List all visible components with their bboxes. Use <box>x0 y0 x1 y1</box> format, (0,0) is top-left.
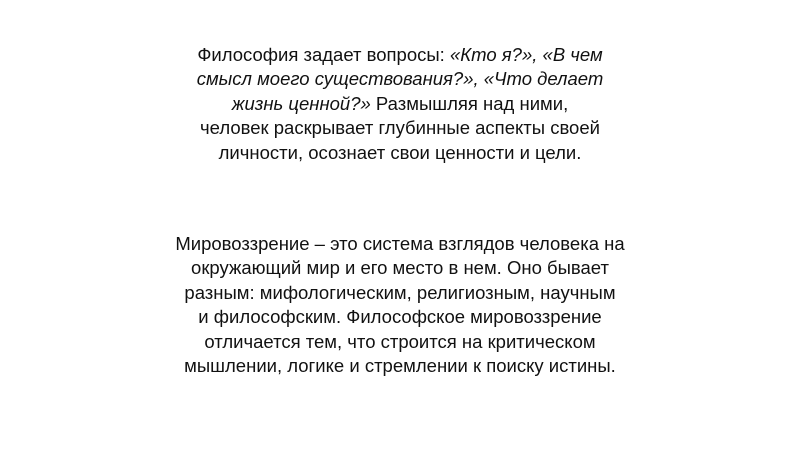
text-line: разным: мифологическим, религиозным, научным <box>184 281 616 303</box>
text-line: мышлении, логике и стремлении к поиску истины. <box>184 355 616 377</box>
text-line: человек раскрывает глубинные аспекты своей <box>200 117 600 139</box>
worldview-paragraph <box>0 232 800 378</box>
italic-quote: смысл моего существования?», «Что делает <box>196 68 604 90</box>
italic-quote: жизнь ценной?» <box>231 92 371 114</box>
italic-quote: «Кто я?», «В чем <box>449 44 603 65</box>
text-line <box>0 43 800 67</box>
text-span: Размышляя над ними, <box>370 92 569 114</box>
text-line <box>0 92 800 116</box>
text-line: окружающий мир и его место в нем. Оно бывает <box>191 257 609 279</box>
philosophy-paragraph <box>0 43 800 165</box>
text-line: и философским. Философское мировоззрение <box>198 306 602 328</box>
text-line: личности, осознает свои ценности и цели. <box>218 141 582 163</box>
text-span: Философия задает вопросы: <box>197 44 450 65</box>
text-line: Мировоззрение – это система взглядов человека на <box>175 233 625 254</box>
text-line: отличается тем, что строится на критическом <box>204 330 596 352</box>
